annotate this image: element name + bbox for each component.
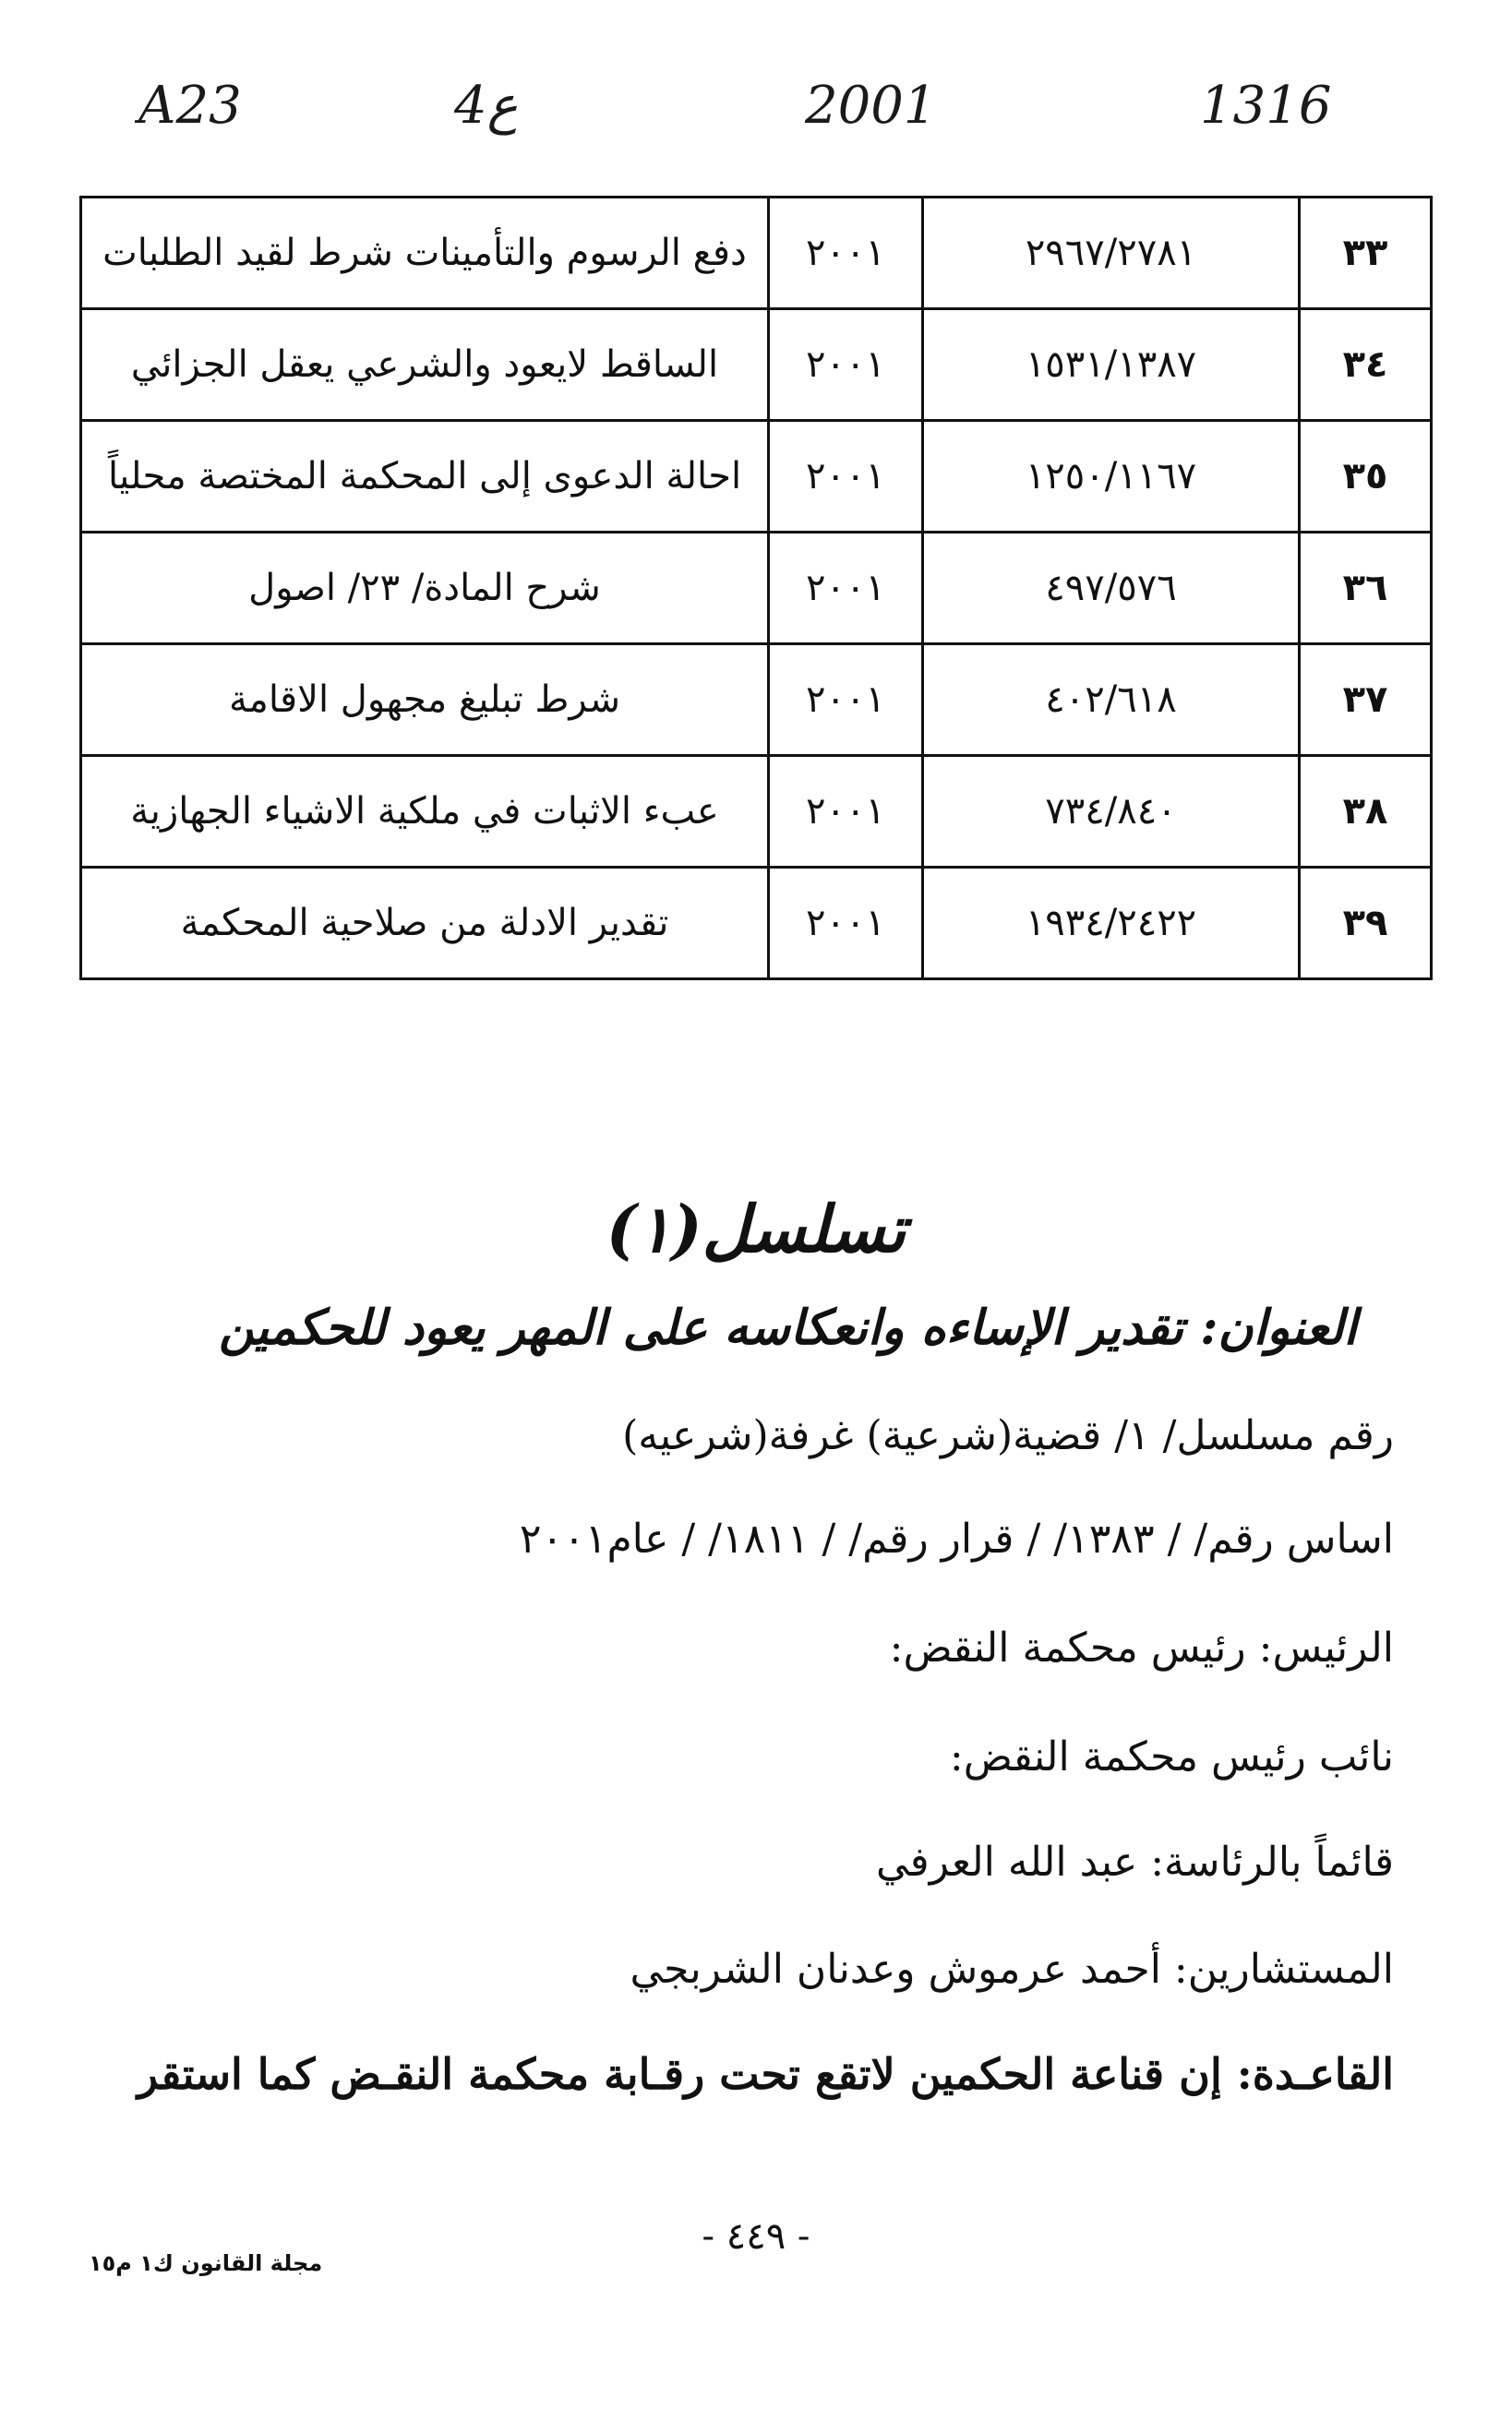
row-number-cell: ٣٧ (1300, 644, 1432, 756)
year-cell: ٢٠٠١ (769, 309, 923, 421)
year-cell: ٢٠٠١ (769, 644, 923, 756)
row-number-cell: ٣٩ (1300, 868, 1432, 979)
table-row (81, 198, 1432, 309)
subject-cell: تقدير الادلة من صلاحية المحكمة (81, 868, 769, 979)
handwritten-annotation: 1316 (1200, 76, 1332, 136)
case-reference-cell: ١٥٣١/١٣٨٧ (923, 309, 1300, 421)
journal-reference: مجلة القانون ك١ م١٥ (89, 2250, 323, 2276)
table-row (81, 533, 1432, 644)
row-number-cell: ٣٦ (1300, 533, 1432, 644)
table-row (81, 644, 1432, 756)
table-row (81, 421, 1432, 533)
row-number-cell: ٣٣ (1300, 198, 1432, 309)
acting-president-line: قائماً بالرئاسة: عبد الله العرفي (876, 1839, 1394, 1886)
row-number-cell: ٣٥ (1300, 421, 1432, 533)
rulings-table (79, 196, 1433, 980)
case-reference-cell: ٧٣٤/٨٤٠ (923, 756, 1300, 868)
year-cell: ٢٠٠١ (769, 533, 923, 644)
row-number-cell: ٣٤ (1300, 309, 1432, 421)
handwritten-annotation: 4ع (454, 76, 519, 136)
ruling-title: العنوان: تقدير الإساءه وانعكاسه على المهر يعود للحكمين (219, 1300, 1357, 1356)
handwritten-annotation: 2001 (805, 76, 937, 136)
table-row (81, 309, 1432, 421)
case-reference-cell: ٤٠٢/٦١٨ (923, 644, 1300, 756)
table-row (81, 868, 1432, 979)
subject-cell: دفع الرسوم والتأمينات شرط لقيد الطلبات (81, 198, 769, 309)
counselors-line: المستشارين: أحمد عرموش وعدنان الشربجي (630, 1946, 1394, 1993)
handwritten-annotation: A23 (138, 76, 242, 136)
year-cell: ٢٠٠١ (769, 421, 923, 533)
serial-number-line: رقم مسلسل/ ١/ قضية(شرعية) غرفة(شرعيه) (622, 1412, 1394, 1459)
basis-decision-line: اساس رقم/ / ١٣٨٣/ / قرار رقم/ / ١٨١١/ / عام٢٠٠١ (519, 1516, 1394, 1563)
subject-cell: شرح المادة/ ٢٣/ اصول (81, 533, 769, 644)
year-cell: ٢٠٠١ (769, 198, 923, 309)
case-reference-cell: ٤٩٧/٥٧٦ (923, 533, 1300, 644)
subject-cell: احالة الدعوى إلى المحكمة المختصة محلياً (81, 421, 769, 533)
vice-president-line: نائب رئيس محكمة النقض: (949, 1733, 1394, 1781)
subject-cell: الساقط لايعود والشرعي يعقل الجزائي (81, 309, 769, 421)
year-cell: ٢٠٠١ (769, 756, 923, 868)
president-line: الرئيس: رئيس محكمة النقض: (889, 1625, 1394, 1672)
case-reference-cell: ١٩٣٤/٢٤٢٢ (923, 868, 1300, 979)
page-number: - ٤٤٩ - (702, 2215, 810, 2258)
case-reference-cell: ١٢٥٠/١١٦٧ (923, 421, 1300, 533)
year-cell: ٢٠٠١ (769, 868, 923, 979)
table-row (81, 756, 1432, 868)
subject-cell: شرط تبليغ مجهول الاقامة (81, 644, 769, 756)
series-heading: تسلسل(١) (606, 1191, 906, 1267)
legal-rule-line: القاعـدة: إن قناعة الحكمين لاتقع تحت رقـابة محكمة النقـض كما استقر (137, 2049, 1394, 2099)
row-number-cell: ٣٨ (1300, 756, 1432, 868)
case-reference-cell: ٢٩٦٧/٢٧٨١ (923, 198, 1300, 309)
subject-cell: عبء الاثبات في ملكية الاشياء الجهازية (81, 756, 769, 868)
